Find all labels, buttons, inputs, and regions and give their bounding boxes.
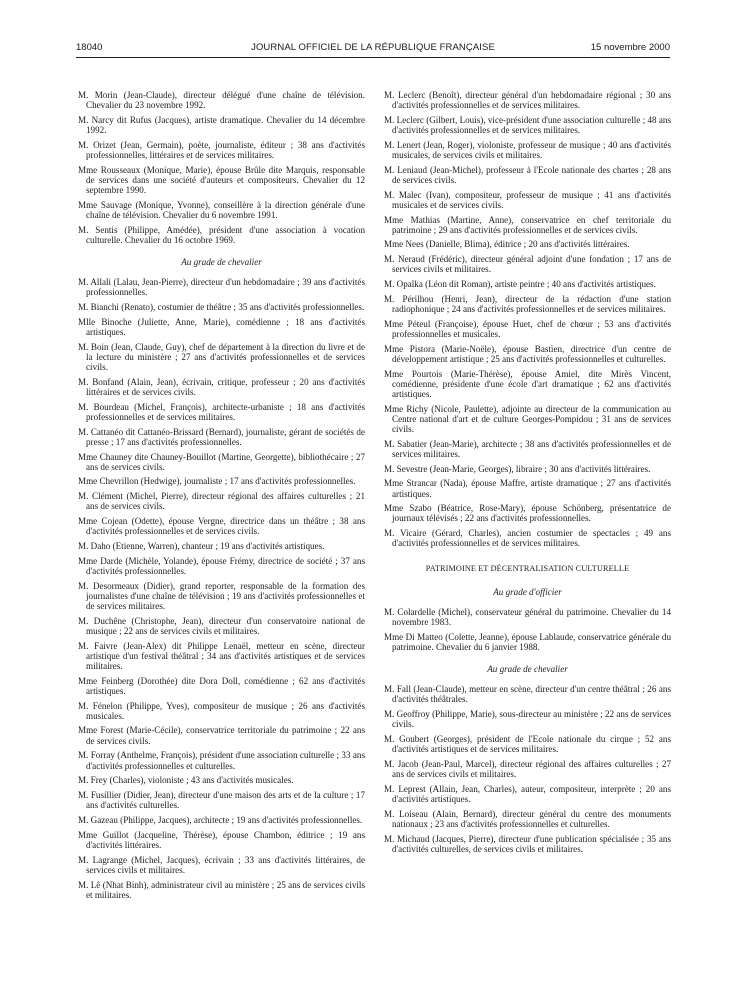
nomination-entry: M. Geoffroy (Philippe, Marie), sous-directeur au ministère ; 22 ans de services civils. bbox=[384, 709, 671, 730]
nomination-entry: M. Leniaud (Jean-Michel), professeur à l'Ecole nationale des chartes ; 28 ans de services civils. bbox=[384, 164, 671, 185]
nomination-entry: M. Faivre (Jean-Alex) dit Philippe Lenaël, metteur en scène, directeur artistique d'un festival théâtral ; 34 ans d'activités artistiques et de services militaires. bbox=[78, 640, 365, 671]
nomination-entry: M. Leprest (Allain, Jean, Charles), auteur, compositeur, interprète ; 20 ans d'activités artistiques. bbox=[384, 783, 671, 804]
nomination-entry: M. Frey (Charles), violoniste ; 43 ans d'activités musicales. bbox=[78, 775, 294, 786]
nomination-entry: Mme Mathias (Martine, Anne), conservatrice en chef territoriale du patrimoine ; 29 ans d'activités professionnelles et de services civils. bbox=[384, 214, 671, 235]
nomination-entry: Mme Feinberg (Dorothée) dite Dora Doll, comédienne ; 62 ans d'activités artistiques. bbox=[78, 675, 365, 696]
nomination-entry: M. Morin (Jean-Claude), directeur délégué d'une chaîne de télévision. Chevalier du 23 novembre 1992. bbox=[78, 90, 365, 111]
nomination-entry: M. Fusillier (Didier, Jean), directeur d'une maison des arts et de la culture ; 17 ans d'activités culturelles. bbox=[78, 790, 365, 811]
nomination-entry: Mme Pourtois (Marie-Thérèse), épouse Amiel, dite Mirès Vincent, comédienne, présidente d'une école d'art dramatique ; 62 ans d'activités artistiques. bbox=[384, 368, 671, 399]
grade-heading-officier: Au grade d'officier bbox=[493, 586, 562, 597]
nomination-entry: M. Cattanéo dit Cattanéo-Brissard (Bernard), journaliste, gérant de sociétés de presse ; 17 ans d'activités professionnelles. bbox=[78, 426, 365, 447]
nomination-entry: Mlle Binoche (Juliette, Anne, Marie), comédienne ; 18 ans d'activités artistiques. bbox=[78, 316, 365, 337]
left-chevalier-entries bbox=[78, 277, 365, 900]
nomination-entry: Mme Chevrillon (Hedwige), journaliste ; 17 ans d'activités professionnelles. bbox=[78, 476, 356, 487]
nomination-entry: M. Jacob (Jean-Paul, Marcel), directeur régional des affaires culturelles ; 27 ans de services civils et militaires. bbox=[384, 758, 671, 780]
issue-date: 15 novembre 2000 bbox=[590, 42, 670, 53]
right-chevalier-entries bbox=[384, 684, 671, 854]
grade-heading-chevalier: Au grade de chevalier bbox=[181, 257, 262, 267]
nomination-entry: Mme Rousseaux (Monique, Marie), épouse Brûle dite Marquis, responsable de services dans une société d'auteurs et compositeurs. Chevalier du 12 septembre 1990. bbox=[78, 164, 365, 196]
journal-title: JOURNAL OFFICIEL DE LA RÉPUBLIQUE FRANÇAISE bbox=[251, 42, 495, 53]
nomination-entry: Mme Chauney dite Chauney-Bouillot (Martine, Georgette), bibliothécaire ; 27 ans de services civils. bbox=[78, 451, 365, 472]
nomination-entry: M. Loiseau (Alain, Bernard), directeur général du centre des monuments nationaux ; 23 ans d'activités professionnelles et culturelles. bbox=[384, 808, 671, 829]
left-column bbox=[78, 90, 365, 904]
nomination-entry: M. Orizet (Jean, Germain), poète, journaliste, éditeur ; 38 ans d'activités professionnelles, littéraires et de services militaires. bbox=[78, 139, 365, 160]
section-heading-patrimoine: PATRIMOINE ET DÉCENTRALISATION CULTURELLE bbox=[425, 564, 630, 574]
nomination-entry: M. Clément (Michel, Pierre), directeur régional des affaires culturelles ; 21 ans de services civils. bbox=[78, 491, 365, 512]
nomination-entry: Mme Pistora (Marie-Noële), épouse Bastien, directrice d'un centre de développement artistique ; 25 ans d'activités professionnelles et culturelles. bbox=[384, 343, 671, 364]
nomination-entry: M. Malec (Ivan), compositeur, professeur de musique ; 41 ans d'activités musicales et de services civils. bbox=[384, 189, 671, 210]
page-number: 18040 bbox=[76, 42, 103, 53]
nomination-entry: M. Michaud (Jacques, Pierre), directeur d'une publication spécialisée ; 35 ans d'activités culturelles, de services civils et militaires. bbox=[384, 833, 671, 854]
nomination-entry: M. Sevestre (Jean-Marie, Georges), libraire ; 30 ans d'activités littéraires. bbox=[384, 463, 651, 474]
header-rule bbox=[76, 57, 670, 58]
nomination-entry: M. Lenert (Jean, Roger), violoniste, professeur de musique ; 40 ans d'activités musicales, de services civils et militaires. bbox=[384, 139, 671, 160]
nomination-entry: Mme Strancar (Nada), épouse Maffre, artiste dramatique ; 27 ans d'activités artistiques. bbox=[384, 478, 671, 499]
nomination-entry: Mme Sauvage (Monique, Yvonne), conseillère à la direction générale d'une chaîne de télévision. Chevalier du 6 novembre 1991. bbox=[78, 199, 365, 220]
nomination-entry: Mme Richy (Nicole, Paulette), adjointe au directeur de la communication au Centre national d'art et de culture Georges-Pompidou ; 31 ans de services civils. bbox=[384, 403, 671, 434]
nomination-entry: M. Sabatier (Jean-Marie), architecte ; 38 ans d'activités professionnelles et de services militaires. bbox=[384, 438, 671, 459]
page-header bbox=[76, 42, 670, 56]
right-officier-entries bbox=[384, 607, 671, 652]
nomination-entry: M. Leclerc (Benoît), directeur général d'un hebdomadaire régional ; 30 ans d'activités professionnelles et de services militaires. bbox=[384, 90, 671, 111]
nomination-entry: M. Lagrange (Michel, Jacques), écrivain ; 33 ans d'activités littéraires, de services civils et militaires. bbox=[78, 854, 365, 875]
nomination-entry: M. Opalka (Léon dit Roman), artiste peintre ; 40 ans d'activités artistiques. bbox=[384, 279, 656, 290]
nomination-entry: M. Neraud (Frédéric), directeur général adjoint d'une fondation ; 17 ans de services civils et militaires. bbox=[384, 254, 671, 275]
nomination-entry: M. Colardelle (Michel), conservateur général du patrimoine. Chevalier du 14 novembre 1983. bbox=[384, 606, 671, 627]
nomination-entry: Mme Nees (Danielle, Blima), éditrice ; 20 ans d'activités littéraires. bbox=[384, 239, 630, 250]
nomination-entry: M. Bianchi (Renato), costumier de théâtre ; 35 ans d'activités professionnelles. bbox=[78, 302, 365, 313]
nomination-entry: M. Desormeaux (Didier), grand reporter, responsable de la formation des journalistes d'une chaîne de télévision ; 19 ans d'activités professionnelles et de services militaires. bbox=[78, 580, 365, 611]
nomination-entry: M. Gazeau (Philippe, Jacques), architecte ; 19 ans d'activités professionnelles. bbox=[78, 814, 363, 825]
nomination-entry: M. Lê (Nhat Binh), administrateur civil au ministère ; 25 ans de services civils et militaires. bbox=[78, 879, 365, 900]
nomination-entry: Mme Darde (Michèle, Yolande), épouse Frémy, directrice de société ; 37 ans d'activités professionnelles. bbox=[78, 555, 365, 576]
left-top-entries bbox=[78, 90, 365, 245]
nomination-entry: Mme Forest (Marie-Cécile), conservatrice territoriale du patrimoine ; 22 ans de services civils. bbox=[78, 725, 365, 746]
nomination-entry: M. Boin (Jean, Claude, Guy), chef de département à la direction du livre et de la lecture du ministère ; 27 ans d'activités professionnelles et de services civils. bbox=[78, 341, 365, 373]
nomination-entry: Mme Péteul (Françoise), épouse Huet, chef de chœur ; 53 ans d'activités professionnelles et musicales. bbox=[384, 318, 671, 339]
nomination-entry: M. Bonfand (Alain, Jean), écrivain, critique, professeur ; 20 ans d'activités littéraires et de services civils. bbox=[78, 376, 365, 397]
nomination-entry: M. Forray (Anthelme, François), président d'une association culturelle ; 33 ans d'activités professionnelles et culturelles. bbox=[78, 750, 365, 771]
nomination-entry: M. Fénelon (Philippe, Yves), compositeur de musique ; 26 ans d'activités musicales. bbox=[78, 700, 365, 721]
nomination-entry: M. Sentis (Philippe, Amédée), président d'une association à vocation culturelle. Chevalier du 16 octobre 1969. bbox=[78, 224, 365, 245]
nomination-entry: M. Périlhou (Henri, Jean), directeur de la rédaction d'une station radiophonique ; 24 ans d'activités professionnelles et de services militaires. bbox=[384, 293, 671, 314]
nomination-entry: M. Fall (Jean-Claude), metteur en scène, directeur d'un centre théâtral ; 26 ans d'activités théâtrales. bbox=[384, 684, 671, 705]
nomination-entry: M. Duchêne (Christophe, Jean), directeur d'un conservatoire national de musique ; 22 ans de services civils et militaires. bbox=[78, 615, 365, 636]
grade-heading-chevalier-patrimoine: Au grade de chevalier bbox=[487, 664, 568, 674]
right-top-entries bbox=[384, 90, 671, 548]
nomination-entry: M. Daho (Etienne, Warren), chanteur ; 19 ans d'activités artistiques. bbox=[78, 540, 325, 551]
nomination-entry: M. Goubert (Georges), président de l'Ecole nationale du cirque ; 52 ans d'activités artistiques et de services militaires. bbox=[384, 733, 671, 755]
nomination-entry: Mme Di Matteo (Colette, Jeanne), épouse Lablaude, conservatrice générale du patrimoine. Chevalier du 6 janvier 1988. bbox=[384, 631, 671, 652]
nomination-entry: M. Bourdeau (Michel, François), architecte-urbaniste ; 18 ans d'activités professionnelles et de services militaires. bbox=[78, 401, 365, 422]
nomination-entry: M. Vicaire (Gérard, Charles), ancien costumier de spectacles ; 49 ans d'activités professionnelles et de services militaires. bbox=[384, 528, 671, 549]
nomination-entry: M. Narcy dit Rufus (Jacques), artiste dramatique. Chevalier du 14 décembre 1992. bbox=[78, 114, 365, 136]
nomination-entry: Mme Guillot (Jacqueline, Thérèse), épouse Chambon, éditrice ; 19 ans d'activités littéraires. bbox=[78, 829, 365, 850]
nomination-entry: M. Allali (Lalau, Jean-Pierre), directeur d'un hebdomadaire ; 39 ans d'activités professionnelles. bbox=[78, 277, 365, 298]
right-column bbox=[384, 90, 671, 859]
nomination-entry: Mme Cojean (Odette), épouse Vergne, directrice dans un théâtre ; 38 ans d'activités professionnelles et de services civils. bbox=[78, 516, 365, 537]
nomination-entry: Mme Szabo (Béatrice, Rose-Mary), épouse Schönberg, présentatrice de journaux télévisés ; 22 ans d'activités professionnelles. bbox=[384, 503, 671, 524]
nomination-entry: M. Leclerc (Gilbert, Louis), vice-président d'une association culturelle ; 48 ans d'activités professionnelles et de services militaires. bbox=[384, 114, 671, 136]
